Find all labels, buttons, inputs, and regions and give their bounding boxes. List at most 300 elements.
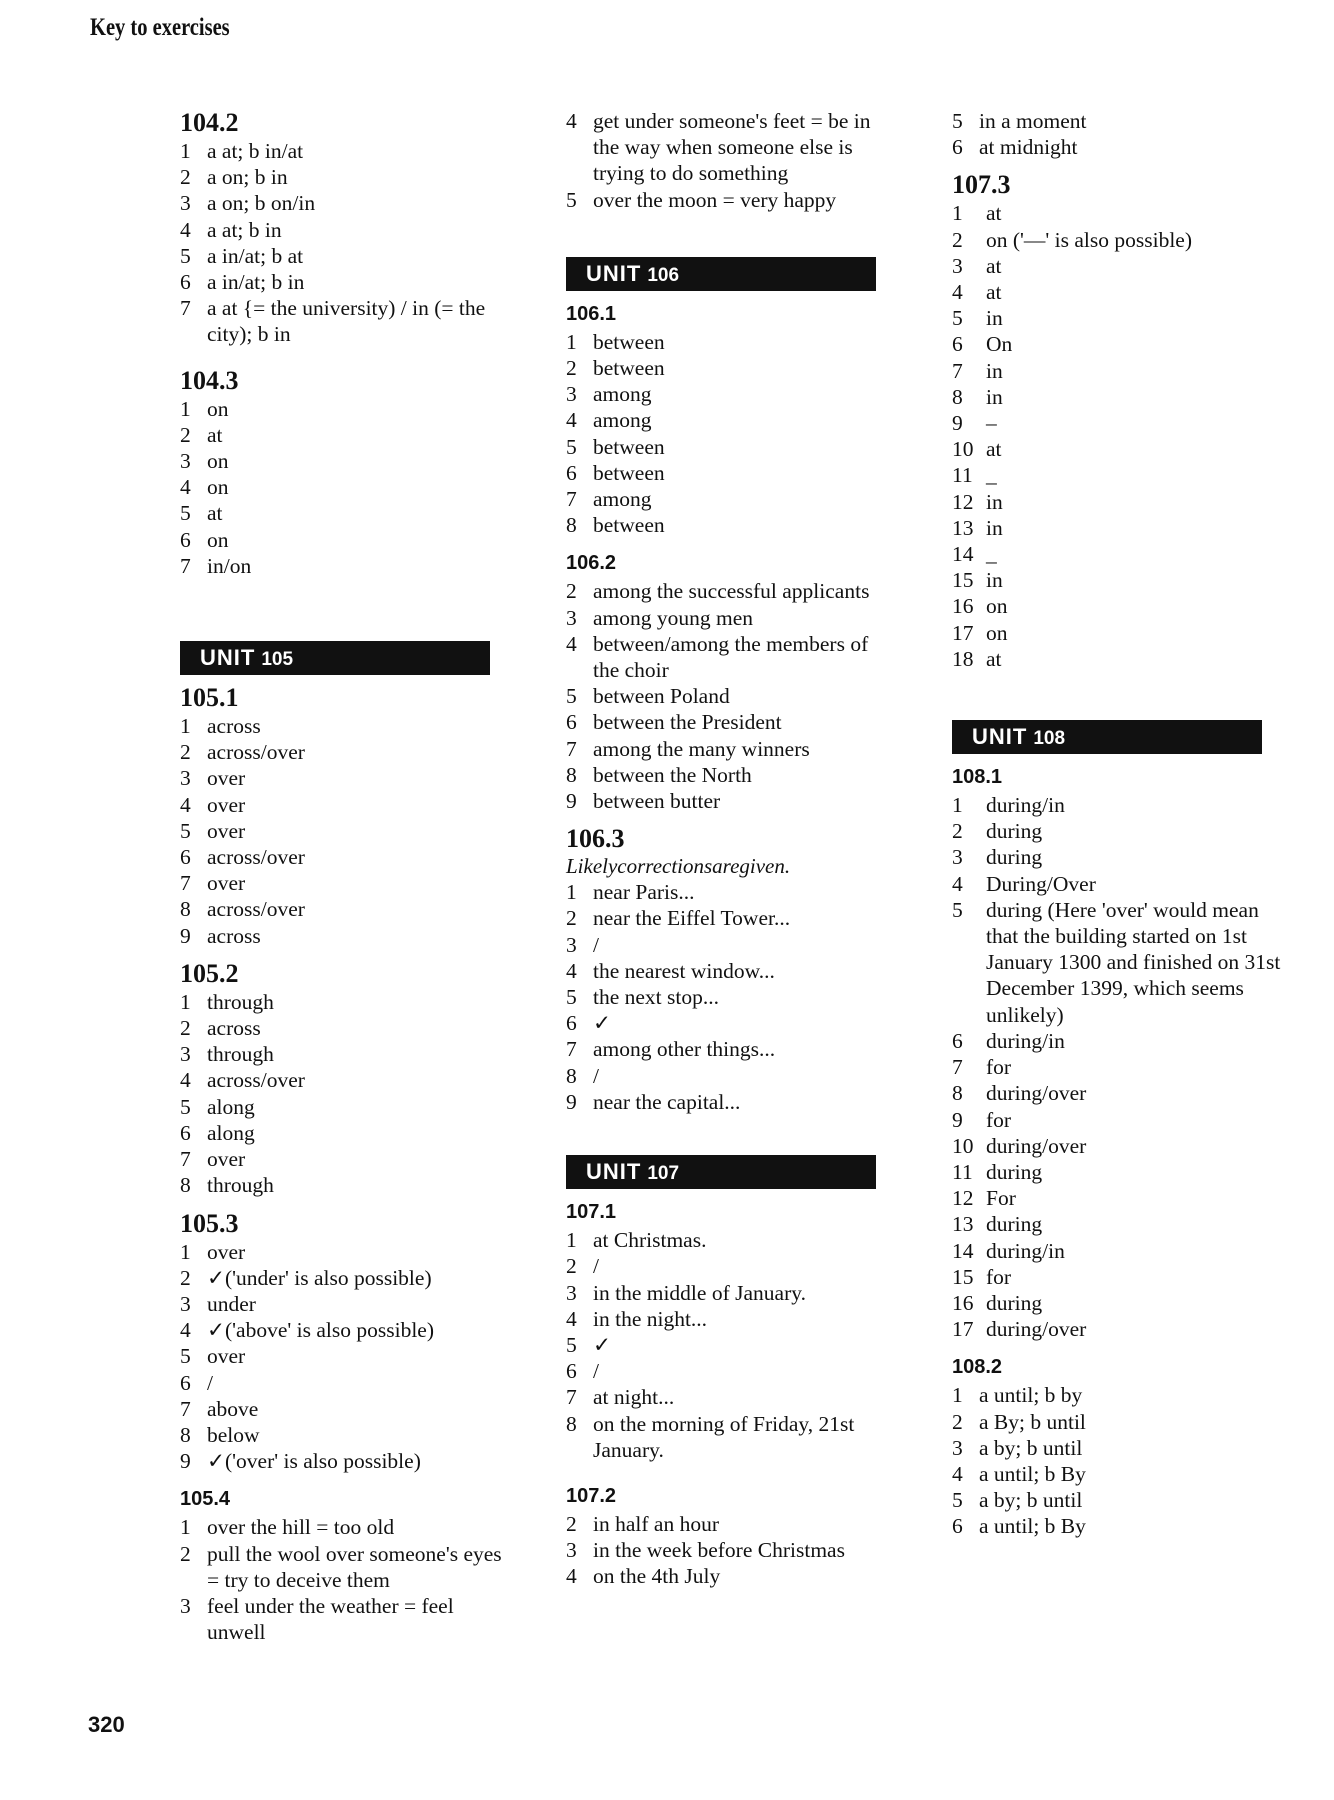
answer-text: between: [593, 356, 665, 381]
section-106-2: [566, 548, 896, 814]
answer-number: 7: [952, 358, 963, 383]
section-107-2-continued: [952, 108, 1282, 160]
answer-item: [566, 1306, 896, 1332]
answer-number: 3: [180, 1593, 191, 1618]
answer-text: across/over: [207, 1068, 305, 1093]
answer-number: 3: [180, 449, 191, 474]
answer-text: a until; b by: [979, 1383, 1083, 1408]
answer-text: at: [207, 501, 223, 526]
answer-number: 7: [180, 1396, 191, 1421]
answer-text: during: [986, 1159, 1043, 1184]
answer-item: [180, 1291, 510, 1317]
answer-text: at night...: [593, 1385, 675, 1410]
answer-number: 9: [180, 923, 191, 948]
answer-text: in the night...: [593, 1306, 708, 1331]
answer-text: among the many winners: [593, 736, 810, 761]
answer-text: between: [593, 434, 665, 459]
answer-text: at: [986, 437, 1002, 462]
answer-number: 5: [180, 1094, 191, 1119]
answer-item: [566, 1411, 896, 1463]
answer-number: 6: [180, 1120, 191, 1145]
answer-number: 4: [180, 1318, 191, 1343]
answer-item: [180, 896, 510, 922]
answer-number: 5: [566, 985, 577, 1010]
answer-text: over the hill = too old: [207, 1515, 395, 1540]
answer-text: during/over: [986, 1317, 1087, 1342]
column-2: [566, 108, 896, 1590]
answer-text: for: [986, 1055, 1012, 1080]
answer-text: On: [986, 332, 1013, 357]
answer-text: across/over: [207, 740, 305, 765]
section-108-2: [952, 1352, 1282, 1539]
answer-text: on: [207, 449, 229, 474]
answer-item: [180, 1146, 510, 1172]
answer-number: 15: [952, 568, 974, 593]
answer-number: 13: [952, 1212, 974, 1237]
answer-item: [566, 1358, 896, 1384]
answer-item: [952, 1211, 1282, 1237]
answer-item: [566, 1036, 896, 1062]
answer-list: [952, 792, 1282, 1342]
section-108-1: [952, 762, 1282, 1342]
answer-number: 5: [566, 684, 577, 709]
answer-number: 6: [180, 270, 191, 295]
answer-item: [566, 631, 896, 683]
answer-item: [180, 295, 510, 347]
answer-text: in a moment: [979, 109, 1087, 133]
answer-item: [952, 792, 1282, 818]
answer-item: [180, 792, 510, 818]
answer-text: between Poland: [593, 684, 730, 709]
answer-number: 7: [566, 1385, 577, 1410]
answer-item: [952, 1080, 1282, 1106]
answer-text: across: [207, 1016, 261, 1041]
answer-item: [180, 713, 510, 739]
answer-number: 8: [180, 897, 191, 922]
answer-text: on the 4th July: [593, 1564, 721, 1589]
answer-item: [952, 384, 1282, 410]
answer-number: 4: [566, 958, 577, 983]
answer-number: 7: [180, 1147, 191, 1172]
answer-number: 6: [952, 1028, 963, 1053]
answer-text: across: [207, 714, 261, 739]
answer-text: in: [986, 489, 1003, 514]
answer-item: [566, 355, 896, 381]
answer-item: [180, 1067, 510, 1093]
answer-text: on: [207, 396, 229, 421]
answer-item: [952, 1054, 1282, 1080]
answer-text: /: [207, 1370, 213, 1395]
answer-text: a at {= the university) / in (= the city); b in: [207, 296, 486, 347]
answer-item: [566, 1089, 896, 1115]
answer-item: [952, 227, 1282, 253]
answer-text: among other things...: [593, 1037, 776, 1062]
answer-number: 16: [952, 1290, 974, 1315]
answer-list: [566, 879, 896, 1115]
answer-number: 2: [952, 1409, 963, 1434]
answer-number: 7: [566, 736, 577, 761]
answer-text: over: [207, 766, 246, 791]
answer-text: in: [986, 568, 1003, 593]
answer-text: a until; b By: [979, 1514, 1086, 1539]
section-105-2: [180, 959, 510, 1199]
answer-item: [180, 1172, 510, 1198]
answer-text: a until; b By: [979, 1461, 1086, 1486]
answer-number: 6: [566, 1359, 577, 1384]
answer-text: during/over: [986, 1081, 1087, 1106]
answer-text: in: [986, 306, 1003, 331]
answer-text: near the capital...: [593, 1089, 741, 1114]
answer-text: a in/at; b in: [207, 270, 305, 295]
answer-number: 2: [180, 740, 191, 765]
answer-item: [180, 1239, 510, 1265]
answer-number: 5: [952, 109, 963, 133]
answer-number: 3: [566, 1538, 577, 1563]
answer-item: [952, 844, 1282, 870]
answer-item: [566, 1537, 896, 1563]
answer-item: [952, 897, 1282, 1028]
answer-item: [952, 1409, 1282, 1435]
answer-item: [566, 932, 896, 958]
answer-item: [952, 436, 1282, 462]
answer-text: in half an hour: [593, 1511, 719, 1536]
answer-text: during (Here 'over' would mean that the building started on 1st January 1300 and finished on 31st December 1399, which seems unlikely): [986, 897, 1281, 1027]
answer-item: [566, 879, 896, 905]
answer-text: across: [207, 923, 261, 948]
answer-item: [566, 984, 896, 1010]
answer-text: between butter: [593, 789, 721, 814]
answer-number: 3: [566, 932, 577, 957]
answer-number: 4: [952, 280, 963, 305]
answer-text: feel under the weather = feel unwell: [207, 1593, 454, 1645]
answer-item: [566, 1063, 896, 1089]
answer-number: 4: [180, 217, 191, 242]
answer-item: [180, 217, 510, 243]
answer-item: [952, 1238, 1282, 1264]
answer-list: [180, 396, 510, 579]
answer-text: /: [593, 1254, 599, 1279]
answer-number: 9: [180, 1449, 191, 1474]
section-105-4-continued: [566, 108, 896, 213]
answer-number: 7: [566, 487, 577, 512]
answer-item: [180, 1593, 510, 1645]
answer-text: during/in: [986, 1238, 1065, 1263]
answer-number: 4: [566, 1564, 577, 1589]
answer-text: at: [986, 253, 1002, 278]
answer-number: 7: [180, 296, 191, 321]
answer-text: over the moon = very happy: [593, 187, 837, 212]
answer-text: ✓('above' is also possible): [207, 1318, 434, 1343]
answer-number: 3: [952, 1435, 963, 1460]
answer-number: 6: [180, 845, 191, 870]
section-105-3: [180, 1209, 510, 1475]
section-title: 108.1: [952, 766, 1003, 789]
answer-number: 5: [180, 243, 191, 268]
answer-text: a at; b in/at: [207, 139, 304, 163]
column-3: [952, 108, 1282, 1540]
answer-item: [566, 605, 896, 631]
answer-list: [180, 1514, 510, 1645]
answer-list: [566, 108, 896, 213]
answer-text: in: [986, 384, 1003, 409]
answer-number: 5: [566, 1332, 577, 1357]
answer-item: [180, 474, 510, 500]
answer-number: 7: [952, 1055, 963, 1080]
answer-number: 4: [180, 1068, 191, 1093]
section-title: 106.2: [566, 552, 617, 575]
section-106-3: [566, 824, 896, 1115]
answer-number: 3: [180, 191, 191, 216]
unit-label: UNIT: [972, 724, 1028, 750]
answer-number: 1: [566, 1228, 577, 1253]
answer-number: 3: [566, 605, 577, 630]
answer-item: [952, 646, 1282, 672]
answer-number: 2: [180, 1265, 191, 1290]
answer-text: over: [207, 792, 246, 817]
answer-number: 3: [180, 766, 191, 791]
answer-number: 10: [952, 437, 974, 462]
answer-item: [952, 1264, 1282, 1290]
answer-number: 5: [566, 187, 577, 212]
answer-number: 16: [952, 594, 974, 619]
unit-108-header: [952, 720, 1262, 754]
answer-item: [180, 1396, 510, 1422]
answer-text: in: [986, 358, 1003, 383]
answer-text: near the Eiffel Tower...: [593, 906, 791, 931]
answer-text: during: [986, 819, 1043, 844]
section-title: 104.2: [180, 108, 239, 137]
answer-text: at: [986, 201, 1002, 226]
answer-number: 2: [180, 165, 191, 190]
answer-number: 2: [952, 227, 963, 252]
answer-number: 1: [566, 880, 577, 905]
answer-item: [180, 870, 510, 896]
answer-number: 1: [566, 329, 577, 354]
answer-item: [180, 138, 510, 164]
answer-item: [180, 553, 510, 579]
answer-text: on: [207, 475, 229, 500]
answer-item: [566, 1332, 896, 1358]
answer-text: a by; b until: [979, 1488, 1083, 1513]
answer-number: 7: [180, 553, 191, 578]
section-title: 107.1: [566, 1201, 617, 1224]
answer-item: [180, 818, 510, 844]
section-title: 106.1: [566, 302, 617, 325]
answer-item: [952, 1487, 1282, 1513]
answer-text: in the week before Christmas: [593, 1538, 845, 1563]
answer-number: 8: [952, 384, 963, 409]
answer-number: 7: [180, 871, 191, 896]
answer-text: along: [207, 1094, 255, 1119]
answer-number: 1: [952, 201, 963, 226]
answer-item: [566, 958, 896, 984]
answer-text: for: [986, 1107, 1012, 1132]
answer-number: 1: [180, 396, 191, 421]
answer-item: [180, 527, 510, 553]
answer-item: [566, 381, 896, 407]
answer-text: in/on: [207, 553, 252, 578]
answer-item: [952, 253, 1282, 279]
answer-text: on: [207, 527, 229, 552]
answer-text: along: [207, 1120, 255, 1145]
answer-item: [566, 512, 896, 538]
answer-item: [952, 541, 1282, 567]
answer-text: between the President: [593, 710, 782, 735]
answer-item: [952, 1133, 1282, 1159]
section-105-1: [180, 683, 510, 949]
answer-number: 7: [566, 1037, 577, 1062]
answer-number: 6: [952, 1514, 963, 1539]
answer-list: [566, 1227, 896, 1463]
answer-item: [952, 1382, 1282, 1408]
answer-item: [952, 1185, 1282, 1211]
answer-number: 3: [180, 1291, 191, 1316]
answer-text: the nearest window...: [593, 958, 775, 983]
section-105-4: [180, 1484, 510, 1645]
answer-text: between/among the members of the choir: [593, 631, 869, 683]
answer-number: 1: [180, 989, 191, 1014]
answer-text: between: [593, 460, 665, 485]
answer-item: [180, 396, 510, 422]
page-header: Key to exercises: [90, 14, 230, 41]
answer-item: [566, 709, 896, 735]
answer-number: 2: [180, 422, 191, 447]
answer-item: [180, 923, 510, 949]
answer-item: [180, 1094, 510, 1120]
answer-item: [180, 1120, 510, 1146]
answer-item: [566, 1563, 896, 1589]
answer-text: below: [207, 1422, 260, 1447]
answer-number: 1: [180, 714, 191, 739]
answer-number: 2: [566, 1254, 577, 1279]
answer-item: [180, 1317, 510, 1343]
answer-text: at: [207, 422, 223, 447]
section-title: 107.2: [566, 1484, 617, 1507]
answer-number: 4: [180, 792, 191, 817]
answer-list: [952, 1382, 1282, 1539]
answer-number: 6: [180, 527, 191, 552]
answer-number: 6: [952, 332, 963, 357]
section-title: 105.3: [180, 1208, 239, 1238]
answer-item: [566, 486, 896, 512]
answer-list: [566, 1511, 896, 1590]
answer-list: [180, 1239, 510, 1475]
answer-item: [180, 1541, 510, 1593]
section-title: 104.3: [180, 365, 239, 395]
answer-item: [952, 1513, 1282, 1539]
answer-number: 1: [180, 139, 191, 163]
answer-text: During/Over: [986, 871, 1096, 896]
answer-number: 2: [566, 906, 577, 931]
answer-text: near Paris...: [593, 880, 695, 905]
answer-number: 9: [566, 1089, 577, 1114]
answer-number: 12: [952, 1186, 974, 1211]
answer-text: during/over: [986, 1133, 1087, 1158]
answer-text: between the North: [593, 762, 752, 787]
answer-number: 1: [180, 1239, 191, 1264]
answer-list: [180, 989, 510, 1199]
answer-number: 1: [952, 1383, 963, 1408]
answer-number: 12: [952, 489, 974, 514]
unit-label: UNIT: [586, 1159, 642, 1185]
answer-number: 8: [566, 1063, 577, 1088]
answer-number: 2: [180, 1541, 191, 1566]
answer-number: 2: [180, 1016, 191, 1041]
answer-item: [566, 460, 896, 486]
answer-number: 15: [952, 1264, 974, 1289]
answer-number: 2: [952, 819, 963, 844]
answer-item: [180, 844, 510, 870]
answer-text: over: [207, 1344, 246, 1369]
answer-text: above: [207, 1396, 259, 1421]
answer-text: across/over: [207, 897, 305, 922]
answer-text: get under someone's feet = be in the way when someone else is trying to do something: [593, 109, 871, 186]
answer-number: 10: [952, 1133, 974, 1158]
answer-item: [952, 567, 1282, 593]
answer-item: [566, 736, 896, 762]
answer-item: [952, 593, 1282, 619]
answer-number: 2: [566, 356, 577, 381]
answer-text: /: [593, 1063, 599, 1088]
answer-number: 3: [566, 382, 577, 407]
column-1: [180, 108, 510, 1645]
answer-text: during: [986, 1212, 1043, 1237]
unit-label: UNIT: [586, 260, 642, 286]
answer-item: [952, 462, 1282, 488]
answer-item: [952, 620, 1282, 646]
answer-number: 4: [952, 871, 963, 896]
answer-text: on: [986, 594, 1008, 619]
answer-item: [952, 818, 1282, 844]
answer-number: 11: [952, 463, 973, 488]
section-104-2: [180, 108, 510, 348]
answer-number: 8: [180, 1422, 191, 1447]
answer-number: 4: [566, 631, 577, 656]
answer-item: [566, 407, 896, 433]
answer-item: [952, 1461, 1282, 1487]
answer-text: on the morning of Friday, 21st January.: [593, 1411, 855, 1462]
answer-text: under: [207, 1291, 256, 1316]
answer-number: 4: [566, 408, 577, 433]
answer-item: [566, 788, 896, 814]
answer-number: 5: [952, 306, 963, 331]
page-number: 320: [88, 1712, 125, 1737]
answer-text: through: [207, 1173, 274, 1198]
section-104-3: [180, 366, 510, 579]
answer-text: on ('—' is also possible): [986, 227, 1193, 252]
answer-number: 2: [566, 579, 577, 604]
answer-item: [180, 1343, 510, 1369]
answer-text: a By; b until: [979, 1409, 1086, 1434]
answer-text: across/over: [207, 845, 305, 870]
answer-text: the next stop...: [593, 985, 719, 1010]
answer-item: [952, 358, 1282, 384]
answer-text: /: [593, 1359, 599, 1384]
answer-item: [566, 434, 896, 460]
answer-item: [566, 1384, 896, 1410]
answer-number: 6: [566, 1011, 577, 1036]
answer-item: [566, 1253, 896, 1279]
answer-number: 5: [952, 897, 963, 922]
answer-list: [566, 578, 896, 814]
answer-number: 9: [566, 789, 577, 814]
answer-item: [180, 1448, 510, 1474]
answer-item: [952, 489, 1282, 515]
answer-number: 4: [566, 109, 577, 133]
answer-item: [566, 1280, 896, 1306]
answer-text: during/in: [986, 793, 1065, 818]
answer-item: [180, 190, 510, 216]
